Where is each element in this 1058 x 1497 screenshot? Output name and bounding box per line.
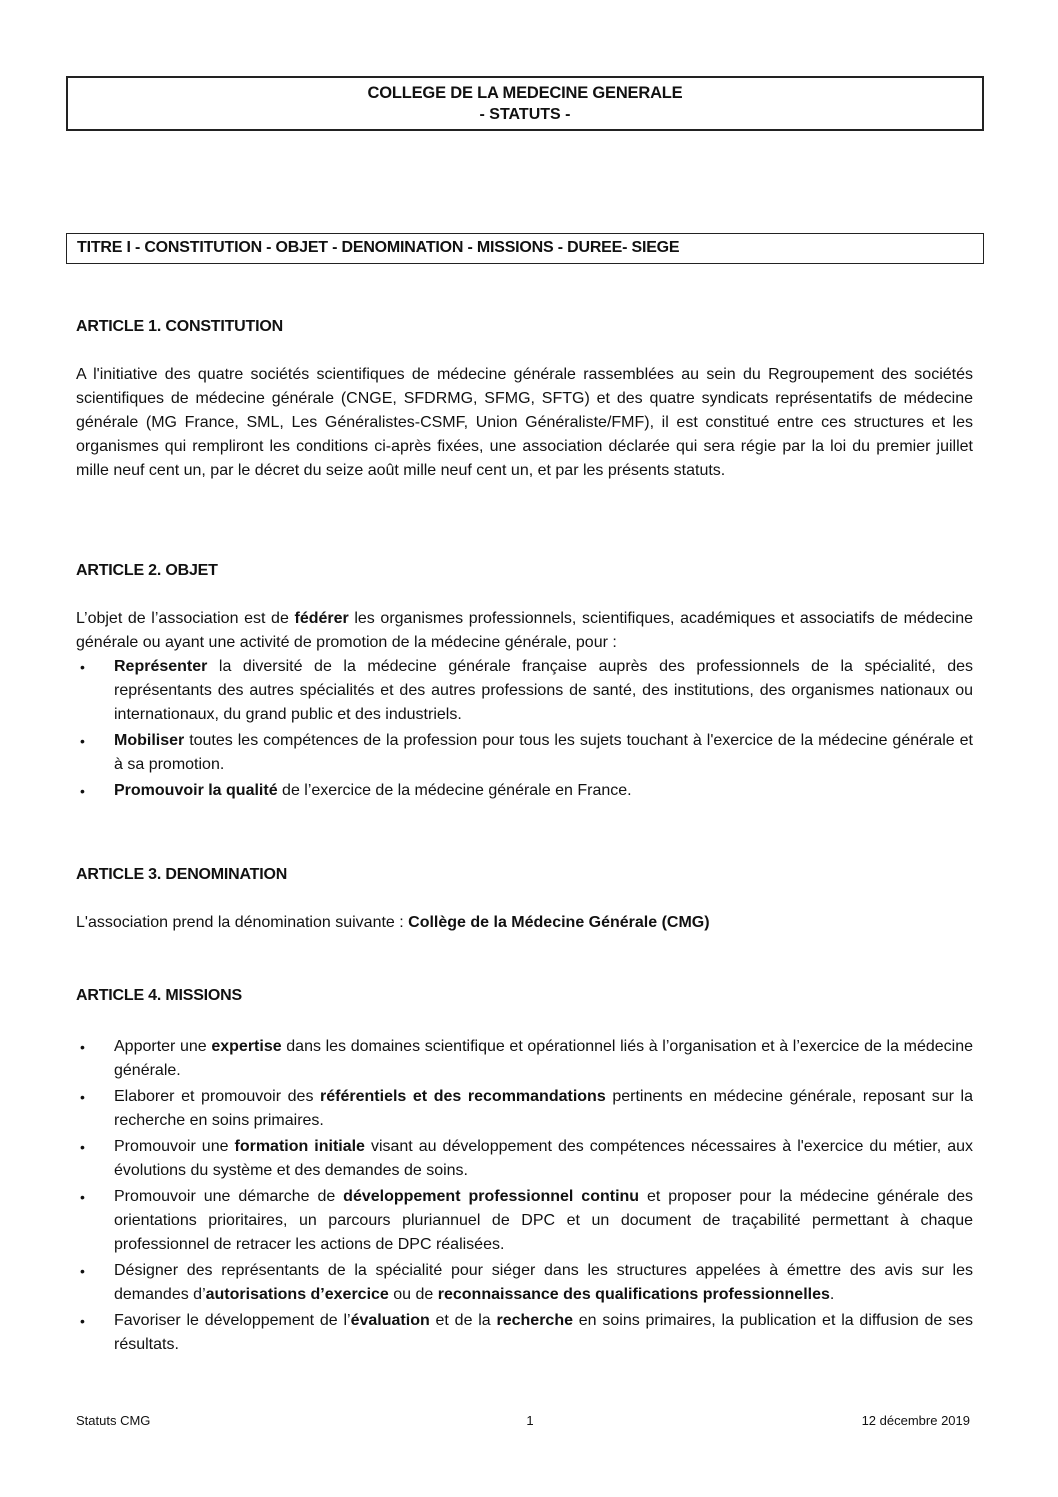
list-item-text: la diversité de la médecine générale française auprès des professionnels de la spécialité, des représentants des autres spécialités et des autres professions de santé, des institutions, des organismes nationaux ou internationaux, du grand public et des industriels. xyxy=(114,658,973,723)
article-2-intro-text: L’objet de l’association est de xyxy=(76,610,295,627)
article-2-list xyxy=(76,655,973,805)
bullet-icon: • xyxy=(80,1089,85,1105)
document-subtitle: - STATUTS - xyxy=(479,106,571,123)
article-4-list xyxy=(76,1035,973,1359)
list-item xyxy=(76,1085,973,1133)
list-item-text: Promouvoir une xyxy=(114,1138,235,1155)
list-item-text: visant au développement des compétences nécessaires à l'exercice du métier, aux évolutions du système et des demandes de soins. xyxy=(114,1138,973,1179)
list-item-bold: Représenter xyxy=(114,658,208,675)
list-item xyxy=(76,1185,973,1257)
list-item-bold: recherche xyxy=(496,1312,573,1329)
article-2-heading: ARTICLE 2. OBJET xyxy=(76,562,218,579)
list-item-text: Désigner des représentants de la spécialité pour siéger dans les structures appelées à émettre des avis sur les demandes d’ xyxy=(114,1262,973,1303)
list-item-text: toutes les compétences de la profession pour tous les sujets touchant à l'exercice de la médecine générale et à sa promotion. xyxy=(114,732,973,773)
article-1-body: A l'initiative des quatre sociétés scientifiques de médecine générale rassemblées au sein du Regroupement des sociétés scientifiques de médecine générale (CNGE, SFDRMG, SFMG, SFTG) et des quatre syndicats représentatifs de médecine générale (MG France, SML, Les Généralistes-CSMF, Union Généraliste/FMF), il est constitué entre ces structures et les organismes qui rempliront les conditions ci-après fixées, une association déclarée qui sera régie par la loi du premier juillet mille neuf cent un, par le décret du seize août mille neuf cent un, et par les présents statuts. xyxy=(76,366,973,479)
article-2-intro xyxy=(76,607,973,655)
article-3-heading: ARTICLE 3. DENOMINATION xyxy=(76,866,288,883)
list-item-bold: reconnaissance des qualifications professionnelles xyxy=(437,1286,830,1303)
list-item-text: de l’exercice de la médecine générale en France. xyxy=(277,782,632,799)
article-2-intro-text-end: les organismes professionnels, scientifiques, académiques et associatifs de médecine générale ou ayant une activité de promotion de la médecine générale, pour : xyxy=(76,610,973,651)
list-item-text: et proposer pour la médecine générale des orientations prioritaires, un parcours pluriannuel de DPC et un document de traçabilité permettant à chaque professionnel de retracer les actions de DPC réalisées. xyxy=(114,1188,974,1253)
article-2-intro-bold: fédérer xyxy=(294,610,349,627)
list-item-bold: expertise xyxy=(211,1038,282,1055)
list-item-text: Elaborer et promouvoir des xyxy=(114,1088,321,1105)
list-item xyxy=(76,729,973,777)
list-item-text: ou de xyxy=(388,1286,438,1303)
list-item-text: et de la xyxy=(429,1312,497,1329)
document-title-box xyxy=(66,76,984,131)
list-item-text: dans les domaines scientifique et opérationnel liés à l’organisation et à l’exercice de la médecine générale. xyxy=(114,1038,974,1079)
list-item-bold: référentiels et des recommandations xyxy=(320,1088,606,1105)
list-item xyxy=(76,655,973,727)
list-item xyxy=(76,1309,973,1357)
list-item-text: Promouvoir une démarche de xyxy=(114,1188,344,1205)
bullet-icon: • xyxy=(80,1313,85,1329)
document-title: COLLEGE DE LA MEDECINE GENERALE xyxy=(367,84,683,102)
association-name: Collège de la Médecine Générale (CMG) xyxy=(408,914,710,931)
list-item-text: Apporter une xyxy=(114,1038,212,1055)
list-item-bold: Mobiliser xyxy=(114,732,185,749)
bullet-icon: • xyxy=(80,659,85,675)
bullet-icon: • xyxy=(80,1189,85,1205)
bullet-icon: • xyxy=(80,733,85,749)
article-4-heading: ARTICLE 4. MISSIONS xyxy=(76,987,242,1004)
article-3-text: L'association prend la dénomination suivante : xyxy=(76,914,409,931)
list-item-bold: évaluation xyxy=(350,1312,430,1329)
article-3-body xyxy=(76,911,973,935)
section-title-box xyxy=(66,233,984,264)
article-1-heading: ARTICLE 1. CONSTITUTION xyxy=(76,318,283,335)
bullet-icon: • xyxy=(80,1039,85,1055)
list-item xyxy=(76,779,973,803)
list-item-bold: Promouvoir la qualité xyxy=(114,782,278,799)
bullet-icon: • xyxy=(80,1263,85,1279)
bullet-icon: • xyxy=(80,1139,85,1155)
footer-date: 12 décembre 2019 xyxy=(861,1413,970,1428)
list-item-bold: autorisations d’exercice xyxy=(205,1286,389,1303)
list-item-text: pertinents en médecine générale, reposant sur la recherche en soins primaires. xyxy=(114,1088,974,1129)
list-item-text: . xyxy=(829,1286,835,1303)
footer-page-number: 1 xyxy=(526,1413,534,1428)
footer-doc-name: Statuts CMG xyxy=(76,1413,151,1428)
list-item-bold: formation initiale xyxy=(234,1138,365,1155)
section-title: TITRE I - CONSTITUTION - OBJET - DENOMINATION - MISSIONS - DUREE- SIEGE xyxy=(77,239,680,256)
bullet-icon: • xyxy=(80,783,85,799)
list-item-text: en soins primaires, la publication et la diffusion de ses résultats. xyxy=(114,1312,974,1353)
list-item-text: Favoriser le développement de l’ xyxy=(114,1312,351,1329)
list-item-bold: développement professionnel continu xyxy=(343,1188,640,1205)
list-item xyxy=(76,1035,973,1083)
list-item xyxy=(76,1259,973,1307)
list-item xyxy=(76,1135,973,1183)
